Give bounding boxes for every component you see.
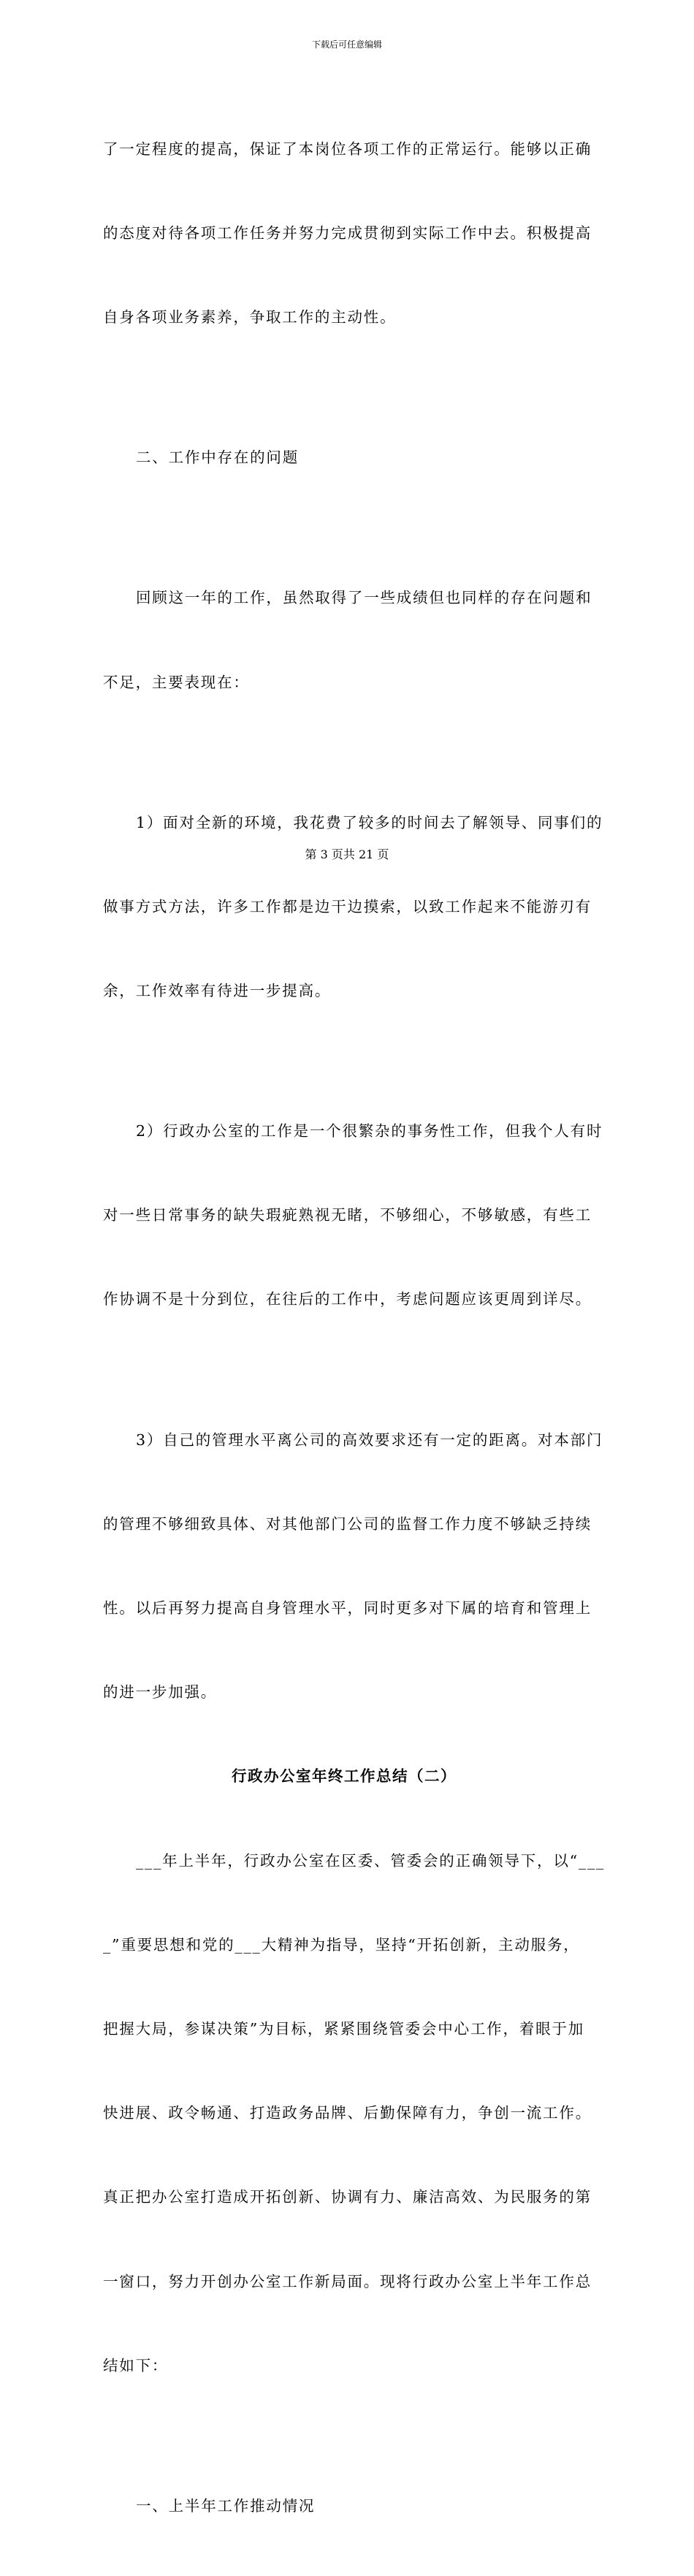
text-line: 3）自己的管理水平离公司的高效要求还有一定的距离。对本部门 <box>136 1430 603 1449</box>
text-line: 真正把办公室打造成开拓创新、协调有力、廉洁高效、为民服务的第 <box>103 2188 592 2206</box>
paragraph-intro <box>103 1791 606 2436</box>
text-line: 1）面对全新的环境，我花费了较多的时间去了解领导、同事们的 <box>136 813 603 831</box>
text-line: 把握大局，参谋决策”为目标，紧紧围绕管委会中心工作，着眼于加 <box>103 2020 584 2038</box>
section-heading-progress <box>103 2436 585 2576</box>
text-line: 的进一步加强。 <box>103 1683 218 1702</box>
page-header: 下载后可任意编辑 <box>311 39 382 50</box>
text-line: 做事方式方法，许多工作都是边干边摸索，以致工作起来不能游刃有 <box>103 897 592 915</box>
text-line: 作协调不是十分到位，在往后的工作中，考虑问题应该更周到详尽。 <box>103 1290 592 1308</box>
text-line: 一窗口，努力开创办公室工作新局面。现将行政办公室上半年工作总 <box>103 2272 592 2290</box>
text-line: 结如下： <box>103 2356 169 2374</box>
page-footer: 第 3 页共 21 页 <box>305 847 389 861</box>
section-heading-problems <box>103 387 585 527</box>
text-line: 的管理不够细致具体、对其他部门公司的监督工作力度不够缺乏持续 <box>103 1514 592 1533</box>
section-title: 行政办公室年终工作总结（二） <box>232 1767 457 1786</box>
paragraph-item-1 <box>103 752 603 1061</box>
text-line: ___年上半年，行政办公室在区委、管委会的正确领导下，以“___ <box>136 1851 606 1870</box>
text-line: 的态度对待各项工作任务并努力完成贯彻到实际工作中去。积极提高 <box>103 224 592 243</box>
paragraph-continuation <box>103 79 592 387</box>
text-line: 对一些日常事务的缺失瑕疵熟视无睹，不够细心，不够敏感，有些工 <box>103 1206 592 1224</box>
text-line: 二、工作中存在的问题 <box>136 449 299 467</box>
text-line: 了一定程度的提高，保证了本岗位各项工作的正常运行。能够以正确 <box>103 140 592 158</box>
paragraph-review <box>103 528 592 752</box>
text-line: 自身各项业务素养，争取工作的主动性。 <box>103 308 397 327</box>
text-line: 一、上半年工作推动情况 <box>136 2496 316 2515</box>
text-line: 2）行政办公室的工作是一个很繁杂的事务性工作，但我个人有时 <box>136 1122 603 1140</box>
text-line: _”重要思想和党的___大精神为指导，坚持“开拓创新，主动服务， <box>103 1935 580 1954</box>
text-line: 快进展、政令畅通、打造政务品牌、后勤保障有力，争创一流工作。 <box>103 2104 592 2122</box>
paragraph-item-3 <box>103 1370 603 1763</box>
document-body <box>103 79 606 2576</box>
text-line: 不足，主要表现在： <box>103 673 250 691</box>
text-line: 余，工作效率有待进一步提高。 <box>103 982 332 999</box>
text-line: 性。以后再努力提高自身管理水平，同时更多对下属的培育和管理上 <box>103 1598 592 1617</box>
paragraph-item-2 <box>103 1061 603 1369</box>
text-line: 回顾这一年的工作，虽然取得了一些成绩但也同样的存在问题和 <box>136 589 592 607</box>
